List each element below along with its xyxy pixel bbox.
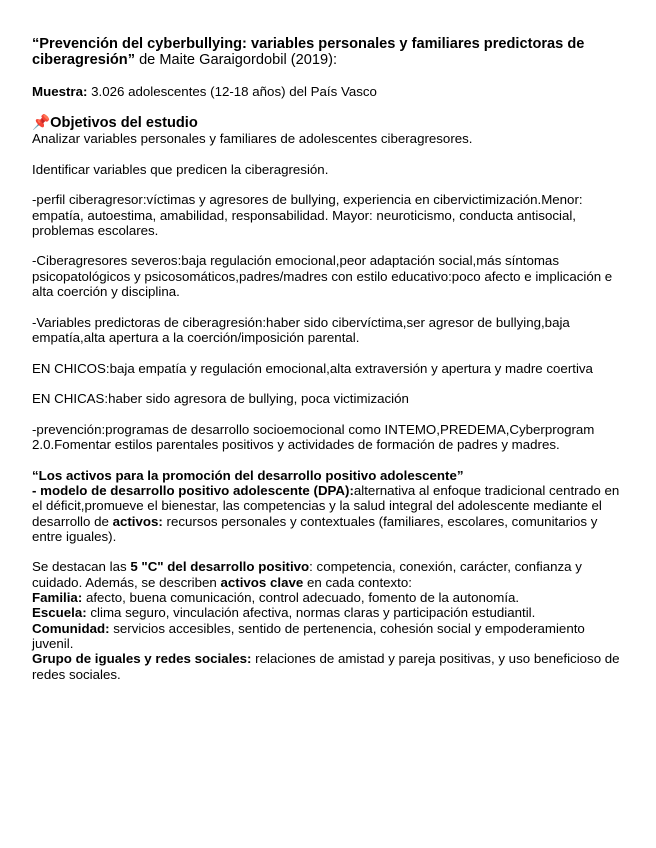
assets-title: “Los activos para la promoción del desarrollo positivo adolescente” <box>32 467 464 483</box>
context-school-text: clima seguro, vinculación afectiva, normas claras y participación estudiantil. <box>86 605 536 621</box>
objectives-heading: Objetivos del estudio <box>50 114 198 131</box>
key-assets-bold: activos clave <box>220 574 304 590</box>
objective-2: Identificar variables que predicen la ciberagresión. <box>32 161 329 177</box>
context-peers <box>32 651 626 682</box>
five-c-bold: 5 "C" del desarrollo positivo <box>130 559 310 575</box>
five-c-paragraph <box>32 559 626 590</box>
key-assets-text: en cada contexto: <box>303 574 412 590</box>
assets-model-text-1: alternativa al enfoque tradicional centrado en el déficit,promueve el bienestar, las competencias y la salud integral del adolescente mediante el desarrollo de <box>32 482 620 529</box>
finding-prevention: -prevención:programas de desarrollo socioemocional como INTEMO,PREDEMA,Cyberprogram 2.0.Fomentar estilos parentales positivos y actividades de formación de padres y madres. <box>32 421 595 453</box>
context-community-label: Comunidad: <box>32 620 110 636</box>
assets-model-text-2: recursos personales y contextuales (familiares, escolares, comunitarios y entre iguales). <box>32 513 598 544</box>
assets-model-paragraph <box>32 483 626 544</box>
context-family <box>32 590 626 605</box>
context-community <box>32 621 626 652</box>
assets-model-label: - modelo de desarrollo positivo adolescente (DPA): <box>32 482 354 498</box>
sample-text: 3.026 adolescentes (12-18 años) del País Vasco <box>87 84 377 100</box>
context-community-text: servicios accesibles, sentido de pertenencia, cohesión social y empoderamiento juvenil. <box>32 620 585 651</box>
context-peers-label: Grupo de iguales y redes sociales: <box>32 651 252 667</box>
context-school-label: Escuela: <box>32 605 87 621</box>
finding-predictors: -Variables predictoras de ciberagresión:haber sido cibervíctima,ser agresor de bullying,baja empatía,alta apertura a la coerción/imposición parental. <box>32 314 570 345</box>
five-c-prefix: Se destacan las <box>32 559 131 575</box>
sample-label: Muestra: <box>32 84 88 100</box>
assets-model-bold: activos: <box>112 513 163 529</box>
context-family-text: afecto, buena comunicación, control adecuado, fomento de la autonomía. <box>82 590 520 606</box>
objectives-heading-line <box>32 115 626 131</box>
document-author: de Maite Garaigordobil (2019): <box>135 52 338 69</box>
finding-boys: EN CHICOS:baja empatía y regulación emocional,alta extraversión y apertura y madre coertiva <box>32 360 593 376</box>
finding-profile: -perfil ciberagresor:víctimas y agresores de bullying, experiencia en cibervictimización.Menor: empatía, autoestima, amabilidad, responsabilidad. Mayor: neuroticismo, conducta antisocial, problemas escolares. <box>32 192 583 238</box>
document-title-line <box>32 36 626 69</box>
context-peers-text: relaciones de amistad y pareja positivas, y uso beneficioso de redes sociales. <box>32 651 620 682</box>
document-title: “Prevención del cyberbullying: variables personales y familiares predictoras de ciberagresión” <box>32 36 585 69</box>
context-family-label: Familia: <box>32 590 83 606</box>
objective-1: Analizar variables personales y familiares de adolescentes ciberagresores. <box>32 131 473 147</box>
finding-severe: -Ciberagresores severos:baja regulación emocional,peor adaptación social,más síntomas psicopatológicos y psicosomáticos,padres/madres con estilo educativo:poco afecto e implicación e alta coerción y disciplina. <box>32 253 613 300</box>
pushpin-icon: 📌 <box>32 114 51 131</box>
five-c-text: : competencia, conexión, carácter, confianza y cuidado. Además, se describen <box>32 559 582 590</box>
sample-line <box>32 84 626 99</box>
finding-girls: EN CHICAS:haber sido agresora de bullying, poca victimización <box>32 391 409 407</box>
context-school <box>32 605 626 620</box>
